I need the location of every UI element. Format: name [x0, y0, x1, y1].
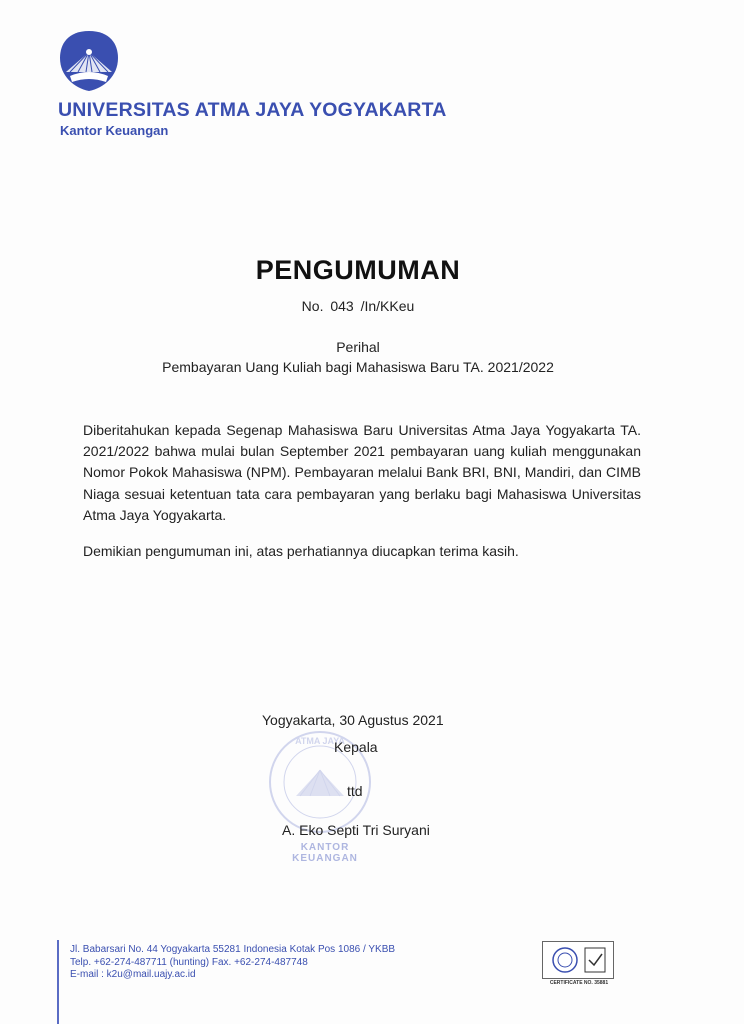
- closing-sentence: Demikian pengumuman ini, atas perhatiannya diucapkan terima kasih.: [83, 543, 519, 559]
- footer-phone: Telp. +62-274-487711 (hunting) Fax. +62-274-487748: [70, 956, 308, 968]
- certification-logo: [542, 941, 614, 979]
- certificate-number: CERTIFICATE NO. 35881: [549, 980, 609, 986]
- university-logo: [56, 28, 122, 94]
- signed-mark: ttd: [347, 783, 363, 799]
- footer-address: Jl. Babarsari No. 44 Yogyakarta 55281 Indonesia Kotak Pos 1086 / YKBB: [70, 944, 396, 955]
- svg-text:ATMA JAYA: ATMA JAYA: [295, 736, 345, 746]
- signer-position: Kepala: [334, 739, 378, 755]
- body-paragraph: Diberitahukan kepada Segenap Mahasiswa Baru Universitas Atma Jaya Yogyakarta TA. 2021/2022 bahwa mulai bulan September 2021 pembayaran uang kuliah menggunakan Nomor Pokok Mahasiswa (NPM). Pembayaran melalui Bank BRI, BNI, Mandiri, dan CIMB Niaga sesuai ketentuan tata cara pembayaran yang berlaku bagi Mahasiswa Universitas Atma Jaya Yogyakarta.: [83, 422, 641, 523]
- certification-icon: [543, 942, 613, 978]
- office-name: Kantor Keuangan: [60, 123, 169, 138]
- footer-contact: [70, 944, 395, 982]
- signer-name: A. Eko Septi Tri Suryani: [282, 822, 430, 838]
- regarding-label: Perihal: [336, 339, 380, 355]
- footer-rule: [57, 940, 59, 1024]
- announcement-title: PENGUMUMAN: [255, 255, 461, 285]
- announcement-subject: Pembayaran Uang Kuliah bagi Mahasiswa Baru TA. 2021/2022: [162, 359, 554, 375]
- footer-email: E-mail : k2u@mail.uajy.ac.id: [70, 969, 196, 980]
- university-name: UNIVERSITAS ATMA JAYA YOGYAKARTA: [58, 99, 447, 121]
- announcement-number: No. 043 /In/KKeu: [301, 298, 415, 314]
- stamp-label: KANTOR KEUANGAN: [292, 842, 358, 864]
- place-date: Yogyakarta, 30 Agustus 2021: [262, 712, 444, 728]
